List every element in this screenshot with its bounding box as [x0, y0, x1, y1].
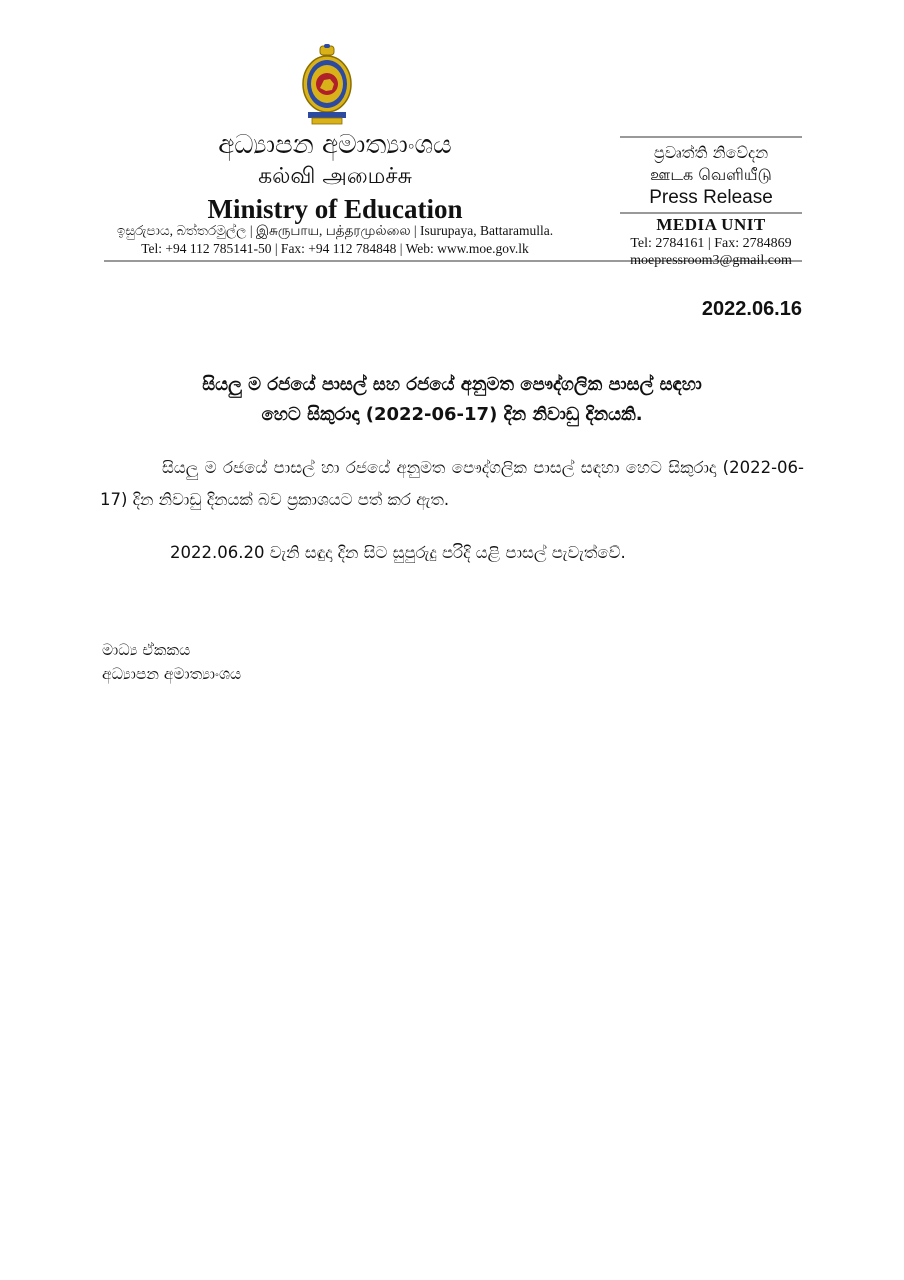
signature-block: [102, 638, 241, 686]
media-unit-email: moepressroom3@gmail.com: [630, 253, 792, 268]
press-release-block: [620, 136, 802, 269]
body-paragraph-1: සියලු ම රජයේ පාසල් හා රජයේ අනුමත පෞද්ගලික පාසල් සඳහා හෙට සිකුරාදා (2022-06-17) දින නිවාඩු දිනයක් බව ප්‍රකාශයට පත් කර ඇත.: [100, 458, 804, 509]
press-release-heading: [100, 370, 804, 430]
release-date: 2022.06.16: [701, 298, 802, 320]
body-paragraph-2: 2022.06.20 වැනි සඳුදා දින සිට සුපුරුදු පරිදි යළි පාසල් පැවැත්වේ.: [170, 543, 626, 562]
press-release-sinhala: ප්‍රවෘත්ති නිවේදන: [653, 143, 769, 162]
signature-ministry: අධ්‍යාපන අමාත්‍යාංශය: [102, 665, 242, 683]
letterhead-address: [100, 222, 570, 258]
press-release-tamil: ஊடக வெளியீடு: [650, 165, 772, 184]
signature-unit: මාධ්‍ය ඒකකය: [102, 641, 191, 659]
sri-lanka-emblem-icon: [300, 44, 354, 126]
press-release-box: [620, 136, 802, 214]
heading-line-2: හෙට සිකුරාදා (2022-06-17) දින නිවාඩු දිනයකි.: [261, 404, 643, 425]
ministry-name-tamil: கல்வி அமைச்சு: [258, 164, 412, 189]
ministry-name-english: Ministry of Education: [207, 194, 463, 224]
press-release-english: Press Release: [649, 187, 773, 208]
media-unit-label: MEDIA UNIT: [656, 215, 766, 234]
media-unit-tel-fax: Tel: 2784161 | Fax: 2784869: [630, 236, 792, 251]
ministry-name-block: [100, 128, 570, 226]
ministry-name-sinhala: අධ්‍යාපන අමාත්‍යාංශය: [218, 130, 452, 160]
heading-line-1: සියලු ම රජයේ පාසල් සහ රජයේ අනුමත පෞද්ගලික පාසල් සඳහා: [202, 374, 702, 395]
contact-line: Tel: +94 112 785141-50 | Fax: +94 112 784848 | Web: www.moe.gov.lk: [141, 241, 529, 256]
address-line: ඉසුරුපාය, බත්තරමුල්ල | இசுருபாய, பத்தரமுல்லை | Isurupaya, Battaramulla.: [116, 223, 554, 238]
